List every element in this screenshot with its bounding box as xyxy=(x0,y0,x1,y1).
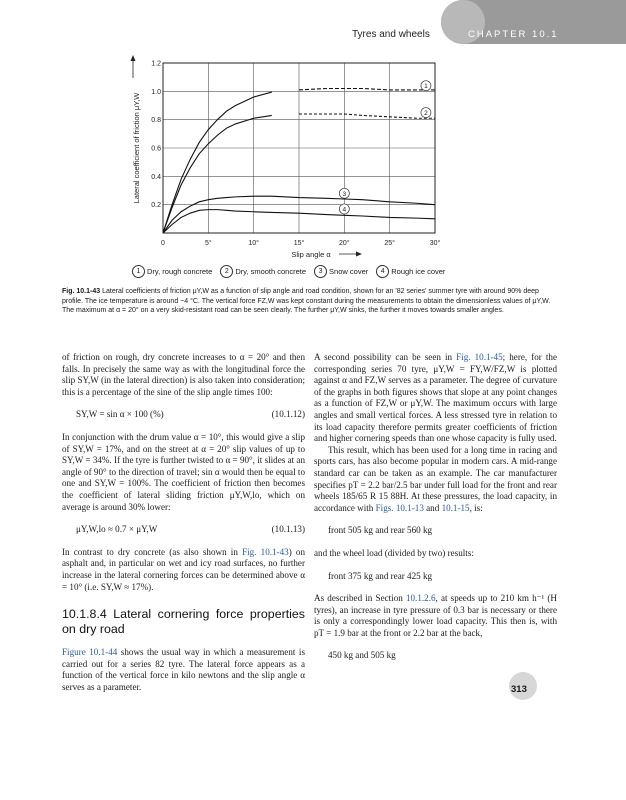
running-title: Tyres and wheels xyxy=(352,29,430,40)
series-label-3: 3 xyxy=(342,190,347,198)
right-paragraph-1 xyxy=(314,352,557,445)
legend-item-4 xyxy=(376,265,445,278)
figure-link[interactable]: 10.1-15 xyxy=(441,502,470,513)
equation-body: μY,W,lo ≈ 0.7 × μY,W xyxy=(76,524,158,535)
caption-text: Lateral coefficients of friction μY,W as a function of slip angle and road condition, shown for an '82 series' summer tyre with around 90% deep profile. The ice temperature is around −4 °C. The vertical force FZ,W was kept constant during the measurements to obtain the dimensionless values of μY,W. The maximum at α = 20° on a very skid-resistant road can be seen clearly. The further μY,W sinks, the further it moves towards smaller angles. xyxy=(62,288,551,314)
text-run: In contrast to dry concrete (as also shown in xyxy=(62,546,243,557)
x-tick-label: 5° xyxy=(204,240,212,247)
legend-marker-1: 1 xyxy=(132,265,145,278)
right-paragraph-3: and the wheel load (divided by two) results: xyxy=(314,547,474,558)
left-column xyxy=(62,352,305,693)
text-run: shows the usual way in which a measurement is carried out for a series 82 tyre. The lateral force appears as a function of the vertical force in kilo newtons and the slip angle α serves as a parameter. xyxy=(62,647,305,692)
x-tick-label: 30° xyxy=(429,240,441,247)
series-line-1-dashed xyxy=(299,89,435,90)
x-tick-label: 10° xyxy=(248,240,259,247)
legend-item-2 xyxy=(220,265,306,278)
equation-body: SY,W = sin α × 100 (%) xyxy=(76,409,164,420)
page-header xyxy=(0,0,626,46)
legend-label-3: Snow cover xyxy=(329,267,369,276)
left-paragraph-3 xyxy=(62,547,305,593)
series-line-2 xyxy=(163,115,272,233)
equation-number: (10.1.12) xyxy=(271,409,305,420)
left-paragraph-4 xyxy=(62,647,305,693)
x-tick-label: 20° xyxy=(339,240,350,247)
x-axis-arrowhead xyxy=(356,252,362,257)
legend-marker-2: 2 xyxy=(220,265,233,278)
text-run: As described in Section xyxy=(314,593,406,604)
legend-label-2: Dry, smooth concrete xyxy=(235,267,307,276)
legend-label-1: Dry, rough concrete xyxy=(147,267,213,276)
series-label-2: 2 xyxy=(424,110,428,118)
left-paragraph-1: of friction on rough, dry concrete increases to α = 20° and then falls. In precisely the same way as with the longitudinal force the slip SY,W (in the lateral direction) is also taken into consideration; this is a percentage of the sine of the slip angle times 100: xyxy=(62,352,305,397)
equation-10-1-12 xyxy=(76,409,305,421)
y-axis-arrowhead xyxy=(131,55,136,61)
figure-link[interactable]: Fig. 10.1-43 xyxy=(242,546,289,557)
x-axis-label: Slip angle α xyxy=(291,250,331,259)
load-line-1: front 505 kg and rear 560 kg xyxy=(328,525,433,536)
load-line-2: front 375 kg and rear 425 kg xyxy=(328,570,433,581)
caption-label: Fig. 10.1-43 xyxy=(62,288,101,295)
text-run: and xyxy=(423,502,442,513)
series-label-4: 4 xyxy=(342,206,347,214)
series-label-1: 1 xyxy=(424,83,428,91)
text-run: This result, which has been used for a long time in racing and sports cars, has also become popular in modern cars. A mid-range standard car can be taken as an example. The car manufacturer specifies pT = 2.2 bar/2.5 bar under full load for the front and rear wheels 185/65 R 15 88H. At these pressures, the load capacity, in accordance with xyxy=(314,444,557,513)
chart-labels xyxy=(131,55,363,259)
y-tick-label: 0.4 xyxy=(151,173,161,181)
series-line-2-dashed xyxy=(299,114,435,118)
text-run: A second possibility can be seen in xyxy=(314,352,457,362)
legend-marker-3: 3 xyxy=(314,265,327,278)
y-tick-label: 0.8 xyxy=(151,117,161,125)
chart-ticks xyxy=(151,61,440,248)
text-run: ) on asphalt and, in particular on wet and icy road surfaces, no further increase in the lateral cornering forces can be determined above α = 10° (i.e. SY,W ≈ 17%). xyxy=(62,546,305,592)
x-tick-label: 15° xyxy=(293,240,305,247)
legend-label-4: Rough ice cover xyxy=(391,267,446,276)
equation-number: (10.1.13) xyxy=(271,524,305,535)
y-tick-label: 1.0 xyxy=(151,88,161,96)
right-column xyxy=(314,352,557,673)
figure-caption xyxy=(62,287,560,316)
y-axis-label: Lateral coefficient of friction μY,W xyxy=(132,92,141,204)
page-number-badge xyxy=(499,668,555,700)
section-heading: 10.1.8.4 Lateral cornering force properties on dry road xyxy=(62,607,305,637)
load-line-3: 450 kg and 505 kg xyxy=(328,650,396,661)
figure-link[interactable]: Figure 10.1-44 xyxy=(62,647,118,658)
figure-link[interactable]: Fig. 10.1-45 xyxy=(456,352,503,362)
y-tick-label: 0.2 xyxy=(151,202,161,210)
left-paragraph-2: In conjunction with the drum value α = 10°, this would give a slip of SY,W = 17%, and on the street at α = 20° slip values of up to SY,W = 34%. If the tyre is further twisted to α = 90°, it slides at an angle of 90° to the direction of travel; sin α would then be equal to one and SY,W = 100%. The coefficient of friction then becomes the coefficient of lateral sliding friction μY,W,lo, which on average is around 30% lower: xyxy=(62,431,305,512)
right-paragraph-4 xyxy=(314,593,557,639)
legend-item-3 xyxy=(314,265,368,278)
x-tick-label: 25° xyxy=(384,240,395,247)
chart-legend xyxy=(132,265,445,278)
friction-chart xyxy=(125,55,455,267)
x-tick-label: 0 xyxy=(161,240,165,247)
y-tick-label: 0.6 xyxy=(151,145,161,153)
text-run: , is: xyxy=(469,502,483,513)
chapter-label: CHAPTER 10.1 xyxy=(468,29,559,40)
equation-10-1-13 xyxy=(76,524,305,536)
page-number: 313 xyxy=(511,684,527,695)
y-tick-label: 1.2 xyxy=(151,60,161,68)
text-run: ; here, for the corresponding series 70 tyre, μY,W = FY,W/FZ,W is plotted against α and FZ,W serves as a parameter. The degree of curvature of the graphs in both figures shows that slope at any point changes as a function of FZ,W or μY,W. The maximum occurs with large angles and small vertical forces. A less stressed tyre in relation to its load capacity therefore permits greater coefficients of friction and higher cornering speeds than one whose capacity is fully used. xyxy=(314,352,557,444)
figure-link[interactable]: Figs. 10.1-13 xyxy=(375,502,424,513)
section-link[interactable]: 10.1.2.6 xyxy=(405,593,436,604)
legend-marker-4: 4 xyxy=(376,265,389,278)
right-paragraph-2 xyxy=(314,445,557,515)
text-run: , at speeds up to 210 km h⁻¹ (H tyres), an increase in tyre pressure of 0.3 bar is necessary or there is only a correspondingly lower load capacity. This then is, with pT = 1.9 bar at the front or 2.2 bar at the back, xyxy=(314,593,557,638)
legend-item-1 xyxy=(132,265,212,278)
